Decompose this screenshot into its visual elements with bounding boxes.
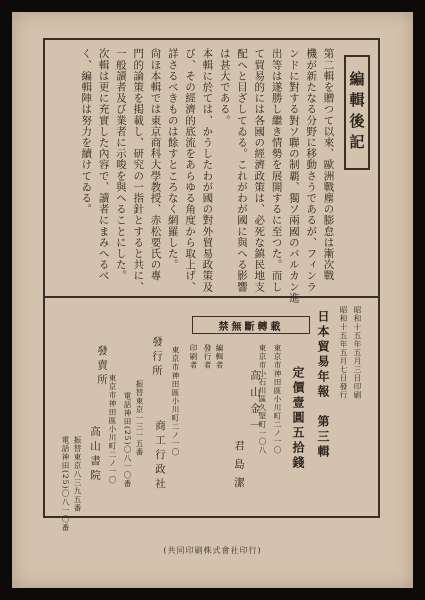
publisher-address: 東京市神田區小川町二ノ一〇	[171, 346, 180, 457]
postscript-line: 機が新たなる分野に移動さうであるが、フィンラ	[305, 48, 318, 293]
editor-address: 東京市神田區小川町二ノ一〇	[273, 344, 282, 455]
printer-role: 印刷者	[189, 344, 198, 370]
printer-address: 東京市小石川區久堅町一〇八	[258, 344, 267, 455]
postscript-line: 尙ほ本輯では東京商科大學教授、赤松要氏の專	[149, 48, 162, 282]
publish-date: 昭和十五年五月七日發行	[339, 306, 348, 400]
postscript-line: 詳さるべきものは餘すところなく網羅した。	[166, 48, 179, 270]
section-divider	[45, 296, 378, 298]
price: 定價壹圓五拾錢	[291, 366, 305, 471]
printer-name: 君島潔	[233, 440, 245, 496]
postscript-line: 配へと目ざしてゐる。これがわが國に與へる影響	[236, 48, 248, 293]
postscript-line: 本輯に於ては、かうしたわが國の對外貿易政策及	[201, 48, 214, 293]
postscript-title-box	[344, 55, 370, 170]
postscript-line: び、その經濟的底流をあらゆる角度から取上げ、	[184, 48, 197, 293]
postscript-line: ンドに對する對ソ聯の制覇、獨ソ兩國のバルカン進	[287, 48, 300, 304]
publisher-transfer: 振替東京一三一五番	[135, 380, 144, 457]
book-title: 日本貿易年報 第三輯	[316, 310, 330, 460]
seller-address: 東京市神田區小川町二ノ一〇	[108, 374, 117, 485]
postscript-line: 一般讀者及び業者に示唆を與へることにした。	[114, 48, 127, 282]
postscript-title: 編輯後記	[347, 70, 366, 155]
postscript-line: 出等は遂勝し繼き情勢を展開するに至つた。而し	[270, 48, 283, 293]
postscript-line: く、編輯陣は努力を續けてゐる。	[80, 48, 93, 215]
editor-name: 高山金一	[249, 370, 261, 436]
postscript-line: 次輯は更に充實した內容で、讀者にまみへるべ	[97, 48, 110, 282]
postscript-line: 門的論策を掲載し、研究の一指針とすると共に、	[132, 48, 145, 293]
publisher-role: 發行者	[203, 344, 212, 370]
printer-company: (共同印刷株式會社印行)	[163, 546, 262, 555]
no-reprint-text: 禁無斷轉載	[218, 321, 284, 333]
no-reprint-banner	[192, 316, 310, 334]
seller-label: 發賣所	[96, 345, 108, 389]
postscript-line: 第二輯を贈つて以來、歐洲戰塵の膨怠は漸次戰	[322, 48, 335, 282]
seller-transfer: 振替東京八三九五番	[73, 436, 82, 513]
postscript-line: て貿易的には各國の經濟政策は、必死な鎮民地支	[253, 48, 266, 293]
editor-role: 編輯者	[215, 344, 224, 370]
publisher-label: 發行所	[151, 336, 163, 380]
publisher-name: 商工行政社	[154, 420, 166, 493]
print-date: 昭和十五年五月三日印刷	[353, 306, 362, 400]
publisher-phone: 電話神田(25)〇八一〇番	[123, 392, 132, 488]
postscript-line: は甚大である。	[218, 48, 231, 126]
seller-phone: 電話神田(25)〇八一〇番	[61, 436, 70, 532]
seller-name: 高山書院	[89, 426, 101, 484]
